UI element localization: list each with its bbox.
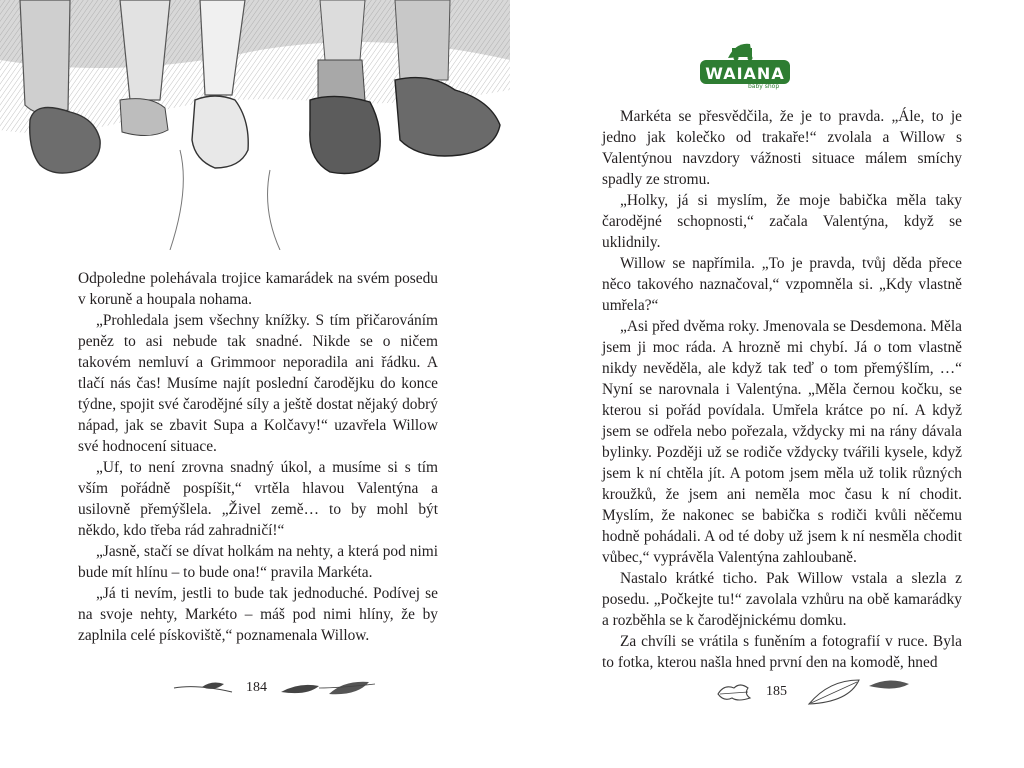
- right-folio: [714, 674, 919, 710]
- left-page-body-text: [78, 268, 438, 646]
- legs-sketch-illustration: [0, 0, 510, 250]
- paragraph: Willow se napřímila. „To je pravda, tvůj děda přece něco takového naznačoval,“ vzpomněla si. „Kdy vlastně umřela?“: [602, 255, 962, 314]
- paragraph: Markéta se přesvědčila, že je to pravda. „Ále, to je jedno jak kolečko od trakaře!“ zvolala a Willow s Valentýnou navzdory vážnosti situace málem smíchy spadly ze stromu.: [602, 108, 962, 188]
- logo-subtext: baby shop: [748, 83, 780, 90]
- right-page: [512, 0, 1024, 768]
- page-number: 184: [246, 680, 267, 695]
- paragraph: „Uf, to není zrovna snadný úkol, a musíme si s tím vším pořádně pospíšit,“ vrtěla hlavou Valentýna a usilovně přemýšlela. „Živel země… to by mohl být někdo, kdo třeba rád zahradničí!“: [78, 459, 438, 539]
- paragraph: Za chvíli se vrátila s funěním a fotografií v ruce. Byla to fotka, kterou našla hned první den na komodě, hned: [602, 633, 962, 671]
- leaf-ornament-icon: [279, 674, 379, 702]
- left-folio: [172, 674, 379, 702]
- oak-leaf-ornament-icon: [714, 680, 754, 704]
- paragraph: „Jasně, stačí se dívat holkám na nehty, a která pod nimi bude mít hlínu – to bude ona!“ pravila Markéta.: [78, 543, 438, 581]
- right-page-body-text: [602, 106, 962, 673]
- logo-text: WAIANA: [705, 64, 785, 83]
- leaf-ornament-icon: [172, 678, 234, 698]
- paragraph: „Holky, já si myslím, že moje babička měla taky čarodějné schopnosti,“ začala Valentýna, když se uklidnily.: [602, 192, 962, 251]
- waiana-logo: [698, 36, 792, 94]
- leaf-ornament-icon: [799, 674, 919, 710]
- paragraph: Odpoledne polehávala trojice kamarádek na svém posedu v koruně a houpala nohama.: [78, 270, 438, 308]
- paragraph: „Asi před dvěma roky. Jmenovala se Desdemona. Měla jsem ji moc ráda. A hrozně mi chybí. Já o tom vlastně nikdy nevěděla, ale když tak teď o tom přemýšlím, …“ Nyní se narovnala i Valentýna. „Měla černou kočku, se kterou si pořád povídala. Umřela krátce po ní. A když jsem se odřela nebo pořezala, vždycky mi na rány dávala bylinky. Později už se rodiče vždycky tvářili kysele, když jsem k ní chtěla jít. A potom jsem měla už tolik různých kroužků, že jsem ani neměla moc času k ní chodit. Myslím, že nakonec se babička s rodiči kvůli něčemu hodně pohádali. A od té doby už jsem k ní nesměla chodit vůbec,“ vyprávěla Valentýna zahloubaně.: [602, 318, 962, 566]
- paragraph: „Prohledala jsem všechny knížky. S tím přičarováním peněz to asi nebude tak snadné. Nikde se o ničem takovém nemluví a Grimmoor neporadila ani řádku. A tlačí nás čas! Musíme najít poslední čarodějku do konce týdne, spojit své čarodějné síly a ještě dostat nějaký dobrý nápad, jak se zbavit Supa a Kolčavy!“ uzavřela Willow své hodnocení situace.: [78, 312, 438, 455]
- paragraph: „Já ti nevím, jestli to bude tak jednoduché. Podívej se na svoje nehty, Markéto – máš pod nimi hlíny, že by zaplnila celé pískoviště,“ poznamenala Willow.: [78, 585, 438, 644]
- page-number: 185: [766, 684, 787, 699]
- paragraph: Nastalo krátké ticho. Pak Willow vstala a slezla z posedu. „Počkejte tu!“ zavolala vzhůru na obě kamarádky a rozběhla se k čarodějnickému domku.: [602, 570, 962, 629]
